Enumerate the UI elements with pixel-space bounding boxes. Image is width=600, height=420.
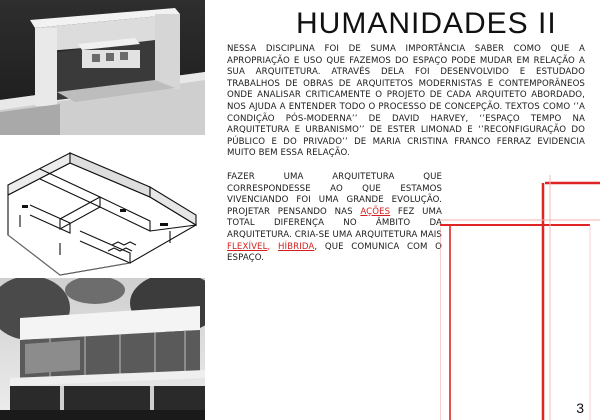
- paragraph-2-text: FEZ UMA TOTAL DIFERENÇA NO ÂMBITO DA ARQUITETURA. CRIA-SE UMA ARQUITETURA MAIS: [227, 206, 442, 240]
- model-photo: [0, 0, 205, 135]
- axonometric-drawing: [0, 135, 205, 278]
- highlight-acoes: AÇÕES: [360, 206, 391, 217]
- red-line-decoration: [440, 175, 600, 420]
- paragraph-2-text: , QUE COMUNICA COM O ESPAÇO.: [227, 241, 442, 264]
- modernist-house-photo: [0, 278, 205, 420]
- highlight-separator: ,: [267, 241, 278, 252]
- image-column: [0, 0, 205, 420]
- paragraph-2-text: FAZER UMA ARQUITETURA QUE CORRESPONDESSE AO QUE ESTAMOS VIVENCIANDO FOI UMA GRANDE EVOLUÇÃO. PROJETAR PENSANDO NAS: [227, 172, 442, 217]
- page-number: 3: [576, 400, 584, 416]
- highlight-hibrida: HÍBRIDA: [277, 241, 315, 252]
- page-title: HUMANIDADES II: [296, 7, 557, 40]
- body-paragraph-1: NESSA DISCIPLINA FOI DE SUMA IMPORTÂNCIA SABER COMO QUE A APROPRIAÇÃO E USO QUE FAZEMOS DO ESPAÇO PODE MUDAR EM RELAÇÃO A SUA ARQUITETURA. ATRAVÉS DELA FOI DESENVOLVIDO E ESTUDADO TRABALHOS DE OBRAS DE ARQUITETOS MODERNISTAS E CONTEMPORÂNEOS ONDE ANALISAR CRITICAMENTE O PROJETO DE CADA ARQUITETO ABORDADO, NOS AJUDA A ENTENDER TODO O PROCESSO DE CONCEPÇÃO. TEXTOS COMO ‘’A CONDIÇÃO PÓS-MODERNA’’ DE DAVID HARVEY, ‘’ESPAÇO TEMPO NA ARQUITETURA E URBANISMO’’ DE ESTER LIMONAD E ‘’RECONFIGURAÇÃO DO PÚBLICO E DO PRIVADO’’ DE MARIA CRISTINA FRANCO FERRAZ EVIDENCIA MUITO BEM ESSA RELAÇÃO.: [227, 44, 585, 159]
- body-paragraph-2: [227, 172, 442, 265]
- highlight-flexivel: FLEXÍVEL: [227, 241, 268, 252]
